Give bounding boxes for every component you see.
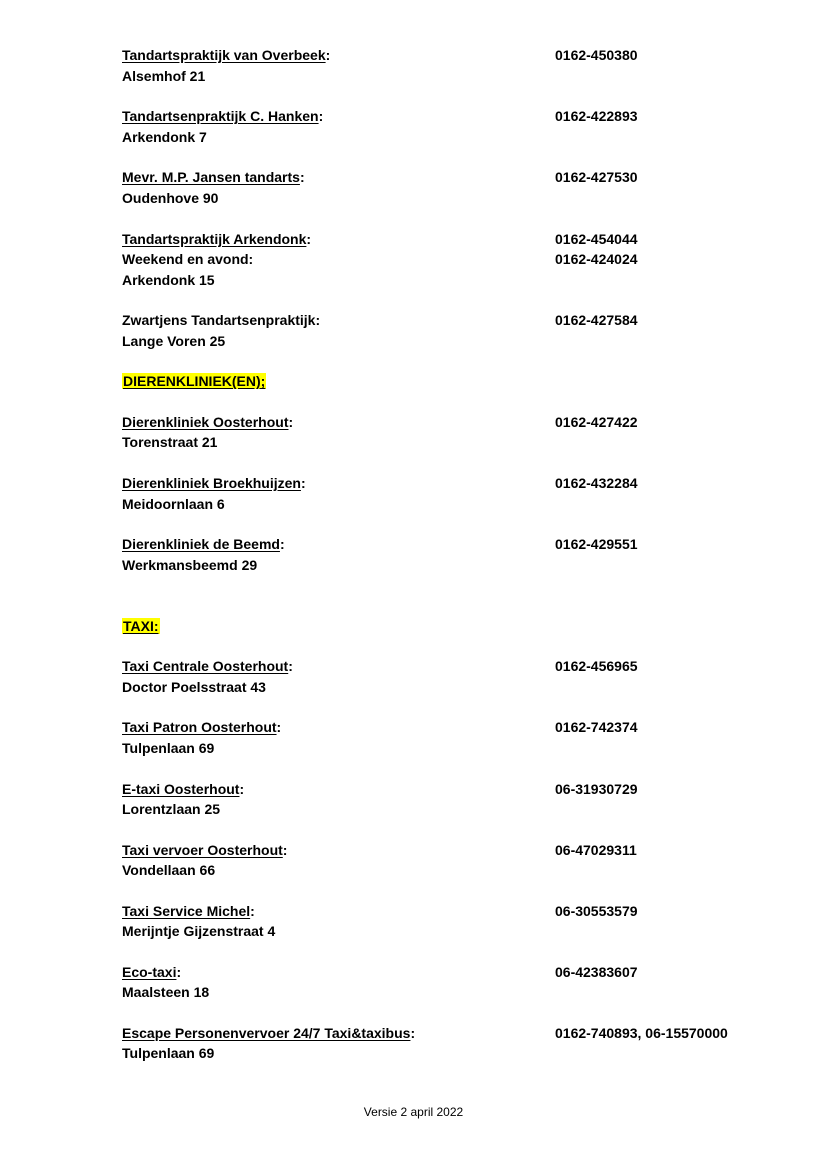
vet-name-line: [122, 473, 306, 493]
dentist-address: Arkendonk 15: [122, 272, 215, 288]
taxi-name-line: [122, 962, 181, 982]
dentist-phone: 0162-427584: [555, 312, 638, 328]
taxi-name-line: [122, 901, 255, 921]
dentist-address: Alsemhof 21: [122, 68, 206, 84]
taxi-name-line: [122, 840, 287, 860]
taxi-phone: 06-42383607: [555, 964, 638, 980]
dentist-name-line: [122, 229, 311, 249]
dentist-phone: 0162-422893: [555, 108, 638, 124]
taxi-address: Merijntje Gijzenstraat 4: [122, 923, 276, 939]
dentist-phone: 0162-450380: [555, 47, 638, 63]
dentist-name: Tandartspraktijk Arkendonk: [122, 231, 307, 247]
taxi-phone: 06-30553579: [555, 903, 638, 919]
taxi-name-line: [122, 717, 281, 737]
taxi-name: Escape Personenvervoer 24/7 Taxi&taxibus: [122, 1025, 411, 1041]
dentist-extra-label: Weekend en avond:: [122, 251, 254, 267]
dentist-address: Oudenhove 90: [122, 190, 219, 206]
name-separator: :: [300, 475, 306, 491]
page-footer: Versie 2 april 2022: [363, 1105, 464, 1119]
taxi-name-line: [122, 656, 293, 676]
taxi-address: Tulpenlaan 69: [122, 1045, 215, 1061]
section-heading-vets: [122, 371, 266, 391]
dentist-name: Mevr. M.P. Jansen tandarts: [122, 169, 300, 185]
vet-name-line: [122, 534, 285, 554]
name-separator: :: [288, 658, 293, 674]
vet-address: Torenstraat 21: [122, 434, 218, 450]
vet-phone: 0162-427422: [555, 414, 638, 430]
dentist-name: Tandartspraktijk van Overbeek: [122, 47, 326, 63]
taxi-name: Taxi Centrale Oosterhout: [122, 658, 289, 674]
vet-phone: 0162-429551: [555, 536, 638, 552]
taxi-phone: 06-31930729: [555, 781, 638, 797]
name-separator: :: [176, 964, 182, 980]
dentist-name-line: [122, 45, 330, 65]
dentist-name-line: [122, 106, 323, 126]
taxi-phone: 06-47029311: [555, 842, 637, 858]
dentist-address: Arkendonk 7: [122, 129, 207, 145]
name-separator: :: [306, 231, 312, 247]
taxi-address: Vondellaan 66: [122, 862, 216, 878]
dentist-name: Tandartsenpraktijk C. Hanken: [122, 108, 319, 124]
taxi-address: Tulpenlaan 69: [122, 740, 215, 756]
taxi-phone: 0162-740893, 06-15570000: [555, 1025, 728, 1041]
taxi-address: Doctor Poelsstraat 43: [122, 679, 266, 695]
taxi-address: Lorentzlaan 25: [122, 801, 221, 817]
name-separator: :: [279, 536, 285, 552]
name-separator: :: [299, 169, 305, 185]
taxi-address: Maalsteen 18: [122, 984, 210, 1000]
name-separator: :: [288, 414, 294, 430]
dentist-phone: 0162-454044: [555, 231, 638, 247]
taxi-name: Taxi Service Michel: [122, 903, 251, 919]
dentist-address: Lange Voren 25: [122, 333, 226, 349]
dentist-extra-phone: 0162-424024: [555, 251, 638, 267]
taxi-name-line: [122, 779, 244, 799]
name-separator: :: [282, 842, 288, 858]
name-separator: :: [410, 1025, 416, 1041]
section-heading-text: DIERENKLINIEK(EN);: [123, 373, 266, 389]
taxi-phone: 0162-742374: [555, 719, 638, 735]
name-separator: :: [250, 903, 255, 919]
name-separator: :: [276, 719, 282, 735]
section-heading-taxi: [122, 616, 160, 636]
taxi-name: Eco-taxi: [122, 964, 177, 980]
vet-name: Dierenkliniek de Beemd: [122, 536, 280, 552]
dentist-name-line: [122, 167, 305, 187]
dentist-name: Zwartjens Tandartsenpraktijk:: [122, 312, 321, 328]
taxi-phone: 0162-456965: [555, 658, 638, 674]
vet-phone: 0162-432284: [555, 475, 638, 491]
vet-name-line: [122, 412, 293, 432]
section-heading-text: TAXI:: [123, 618, 159, 634]
taxi-name: Taxi vervoer Oosterhout: [122, 842, 283, 858]
vet-address: Meidoornlaan 6: [122, 496, 225, 512]
name-separator: :: [325, 47, 331, 63]
vet-name: Dierenkliniek Oosterhout: [122, 414, 289, 430]
vet-name: Dierenkliniek Broekhuijzen: [122, 475, 301, 491]
taxi-name: Taxi Patron Oosterhout: [122, 719, 277, 735]
taxi-name-line: [122, 1023, 415, 1043]
taxi-name: E-taxi Oosterhout: [122, 781, 240, 797]
dentist-phone: 0162-427530: [555, 169, 638, 185]
name-separator: :: [239, 781, 245, 797]
name-separator: :: [318, 108, 324, 124]
vet-address: Werkmansbeemd 29: [122, 557, 258, 573]
